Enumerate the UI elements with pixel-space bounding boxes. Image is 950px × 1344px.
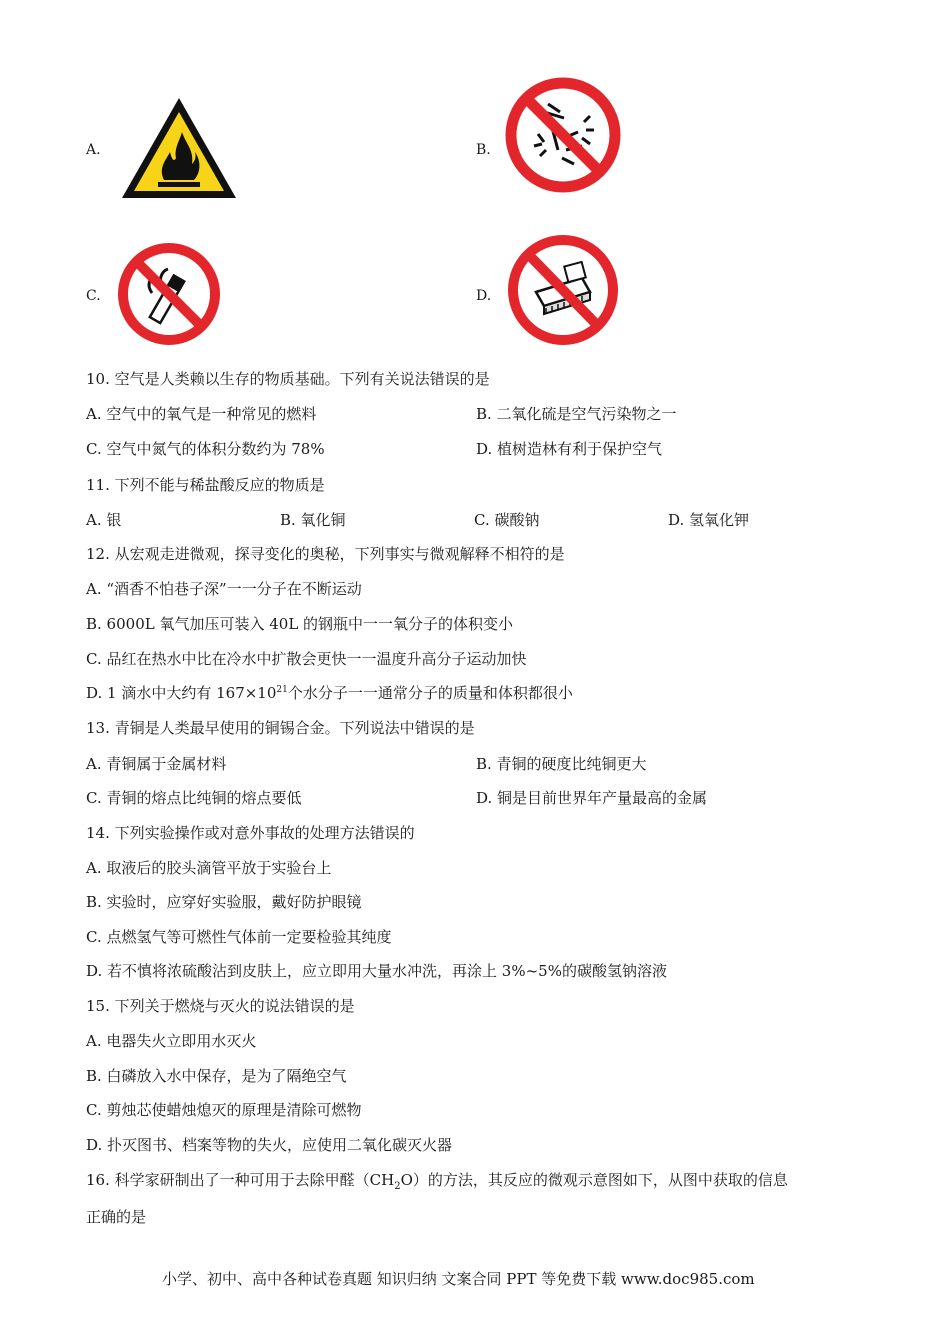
- question-16-stem-line2: 正确的是: [86, 1208, 147, 1226]
- question-13-stem: 13. 青铜是人类最早使用的铜锡合金。下列说法中错误的是: [86, 719, 475, 737]
- q12-option-b: B. 6000L 氧气加压可装入 40L 的钢瓶中一一氧分子的体积变小: [86, 615, 514, 633]
- question-15-stem: 15. 下列关于燃烧与灭火的说法错误的是: [86, 997, 355, 1015]
- q12-option-c: C. 品红在热水中比在冷水中扩散会更快一一温度升高分子运动加快: [86, 650, 527, 668]
- q10-option-c: C. 空气中氮气的体积分数约为 78%: [86, 440, 325, 458]
- question-10-stem: 10. 空气是人类赖以生存的物质基础。下列有关说法错误的是: [86, 370, 490, 388]
- q13-option-b: B. 青铜的硬度比纯铜更大: [476, 755, 647, 773]
- q15-option-d: D. 扑灭图书、档案等物的失火，应使用二氧化碳灭火器: [86, 1136, 453, 1154]
- question-16-stem: 16. 科学家研制出了一种可用于去除甲醛$(CH_2O)$的方法，其反应的微观示意图如下，从图中获取的信息: [86, 1171, 788, 1192]
- q12-option-a: A. “酒香不怕巷子深”一一分子在不断运动: [86, 580, 362, 598]
- q11-option-b: B. 氧化铜: [280, 511, 346, 529]
- q10-option-d: D. 植树造林有利于保护空气: [476, 440, 663, 458]
- q11-option-c: C. 碳酸钠: [474, 511, 540, 529]
- q13-option-c: C. 青铜的熔点比纯铜的熔点要低: [86, 789, 302, 807]
- q14-option-c: C. 点燃氢气等可燃性气体前一定要检验其纯度: [86, 928, 392, 946]
- q11-option-a: A. 银: [86, 511, 122, 529]
- q13-option-d: D. 铜是目前世界年产量最高的金属: [476, 789, 708, 807]
- question-11-stem: 11. 下列不能与稀盐酸反应的物质是: [86, 476, 325, 494]
- q15-option-c: C. 剪烛芯使蜡烛熄灭的原理是清除可燃物: [86, 1101, 362, 1119]
- q11-option-d: D. 氢氧化钾: [668, 511, 750, 529]
- page-footer: 小学、初中、高中各种试卷真题 知识归纳 文案合同 PPT 等免费下载 www.doc985.com: [162, 1270, 755, 1288]
- question-14-stem: 14. 下列实验操作或对意外事故的处理方法错误的: [86, 824, 415, 842]
- option-a-label: A.: [86, 142, 101, 158]
- q14-option-b: B. 实验时，应穿好实验服，戴好防护眼镜: [86, 893, 362, 911]
- option-c-label: C.: [86, 288, 101, 304]
- question-12-stem: 12. 从宏观走进微观，探寻变化的奥秘，下列事实与微观解释不相符的是: [86, 545, 565, 563]
- flammable-warning-icon: [118, 94, 240, 202]
- q10-option-b: B. 二氧化硫是空气污染物之一: [476, 405, 677, 423]
- q14-option-a: A. 取液后的胶头滴管平放于实验台上: [86, 859, 332, 877]
- no-smoking-icon: [116, 241, 222, 347]
- option-d-label: D.: [476, 288, 492, 304]
- q10-option-a: A. 空气中的氧气是一种常见的燃料: [86, 405, 317, 423]
- option-b-label: B.: [476, 142, 491, 158]
- q15-option-a: A. 电器失火立即用水灭火: [86, 1032, 257, 1050]
- q15-option-b: B. 白磷放入水中保存，是为了隔绝空气: [86, 1067, 347, 1085]
- no-fireworks-icon: [504, 76, 622, 194]
- no-matches-icon: [506, 234, 620, 346]
- q12-option-d: D. 1 滴水中大约有 $167\times 10^{21}$个水分子一一通常分子的质量和体积都很小: [86, 684, 573, 702]
- q14-option-d: D. 若不慎将浓硫酸沾到皮肤上，应立即用大量水冲洗，再涂上 3%~5%的碳酸氢钠溶液: [86, 962, 667, 980]
- q13-option-a: A. 青铜属于金属材料: [86, 755, 227, 773]
